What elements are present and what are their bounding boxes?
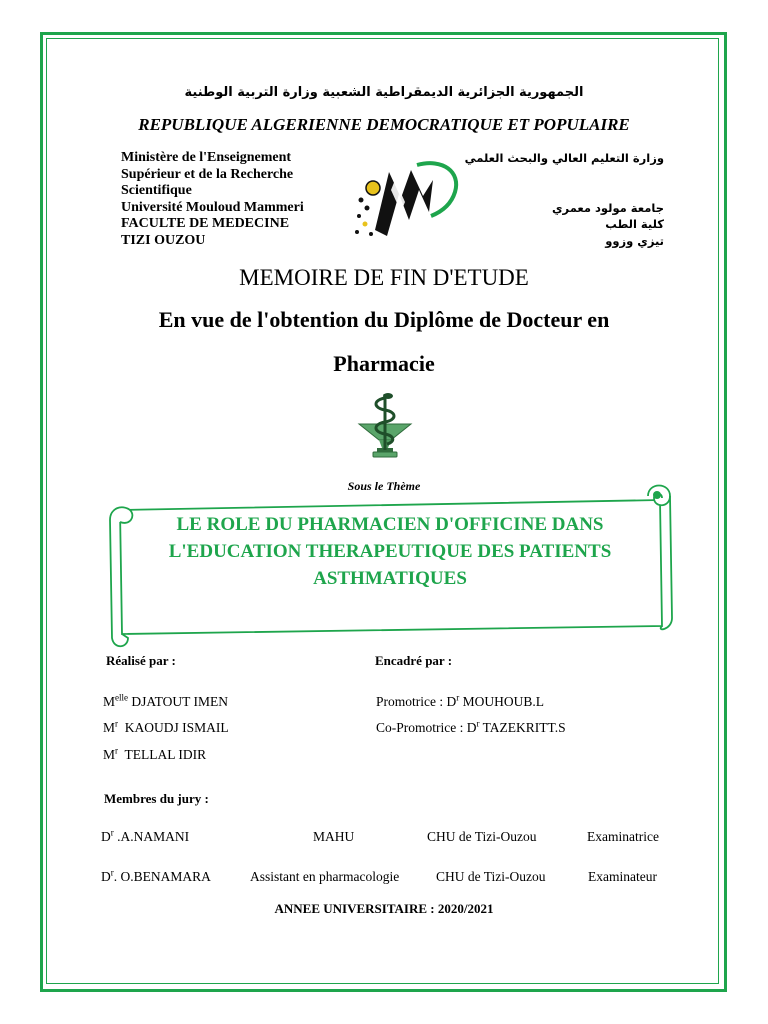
memoire-title: MEMOIRE DE FIN D'ETUDE: [239, 265, 529, 290]
encadre-par-label: Encadré par :: [375, 653, 453, 668]
jury-member-name: $D^r$. O.BENAMARA: [101, 867, 211, 884]
theme-line: LE ROLE DU PHARMACIEN D'OFFICINE DANS: [176, 514, 604, 535]
ministry-line: TIZI OUZOU: [121, 232, 206, 248]
ministry-line: FACULTE DE MEDECINE: [121, 216, 290, 231]
author-line: $M^r$ TELLAL IDIR: [103, 745, 207, 762]
faculty-ar: كلية الطب: [605, 217, 664, 231]
theme-line: L'EDUCATION THERAPEUTIQUE DES PATIENTS: [168, 541, 612, 562]
realise-par-label: Réalisé par :: [106, 653, 176, 668]
city-ar: تيزي وزوو: [605, 233, 664, 248]
ministry-line: Ministère de l'Enseignement: [121, 150, 292, 165]
pharmacy-caduceus-icon: [355, 388, 415, 463]
ministry-line: Supérieur et de la Recherche: [121, 166, 294, 182]
ministry-line: Université Mouloud Mammeri: [121, 199, 304, 215]
arabic-republic-header: الجمهورية الجزائرية الديمقراطية الشعبية وزارة التربية الوطنية: [184, 85, 584, 100]
jury-member-place: CHU de Tizi-Ouzou: [427, 829, 537, 844]
co-promotrice-line: Co-Promotrice : $D^r$ TAZEKRITT.S: [376, 718, 566, 735]
ministry-line: Scientifique: [121, 183, 192, 198]
ministry-block-fr: [121, 150, 331, 249]
republic-header: REPUBLIQUE ALGERIENNE DEMOCRATIQUE ET POPULAIRE: [138, 115, 630, 134]
jury-member-role: Examinatrice: [587, 829, 659, 844]
ministry-ar: وزارة التعليم العالي والبحث العلمي: [464, 151, 664, 165]
ministry-block-ar: [444, 150, 664, 249]
jury-member-role: Examinateur: [588, 869, 657, 884]
jury-member-grade: MAHU: [313, 829, 355, 844]
university-ar: جامعة مولود معمري: [552, 200, 664, 215]
jury-member-grade: Assistant en pharmacologie: [250, 869, 400, 884]
promotrice-line: Promotrice : $D^r$ MOUHOUB.L: [376, 692, 545, 709]
diploma-line: En vue de l'obtention du Diplôme de Docteur en: [158, 307, 610, 332]
sous-le-theme: Sous le Thème: [347, 479, 421, 493]
jury-label: Membres du jury :: [104, 791, 209, 806]
theme-line: ASTHMATIQUES: [313, 568, 467, 589]
pharmacie-line: Pharmacie: [333, 351, 435, 376]
author-line: $M^{elle}$ DJATOUT IMEN: [103, 692, 229, 709]
jury-member-name: $D^r$ .A.NAMANI: [101, 827, 190, 844]
annee-universitaire: ANNEE UNIVERSITAIRE : 2020/2021: [274, 901, 494, 916]
author-line: $M^r$ KAOUDJ ISMAIL: [103, 718, 229, 735]
memoire-theme-title: [130, 511, 650, 592]
jury-member-place: CHU de Tizi-Ouzou: [436, 869, 546, 884]
university-logo: [345, 150, 465, 245]
